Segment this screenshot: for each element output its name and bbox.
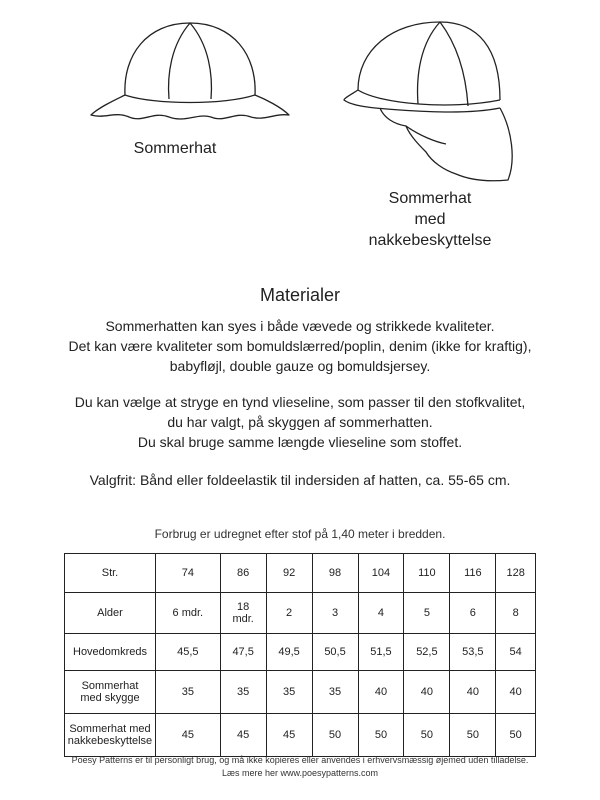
table-cell: [358, 634, 404, 671]
cell-line: 40: [420, 686, 434, 698]
table-cell: [220, 554, 266, 593]
cell-line: 3: [331, 607, 339, 619]
table-row: [65, 634, 536, 671]
cell-line: 6 mdr.: [172, 607, 204, 619]
size-table: [64, 553, 536, 757]
cell-line: 50: [509, 729, 522, 741]
table-cell: [496, 714, 536, 757]
sun-hat-neck-protection-illustration: [340, 10, 530, 185]
cell-line: 5: [423, 607, 430, 619]
table-cell: [266, 671, 312, 714]
row-header: [65, 554, 156, 593]
paragraph-line: Sommerhatten kan syes i både vævede og strikkede kvaliteter.: [105, 318, 495, 334]
paragraph-line: Du kan vælge at stryge en tynd vlieseline, som passer til den stofkvalitet,: [74, 394, 526, 410]
paragraph-line: Valgfrit: Bånd eller foldeelastik til indersiden af hatten, ca. 55-65 cm.: [89, 472, 511, 488]
cell-line: 18: [237, 601, 250, 613]
table-cell: [450, 554, 496, 593]
cell-line: 35: [328, 686, 342, 698]
cell-line: 50,5: [324, 646, 346, 658]
table-cell: [266, 634, 312, 671]
table-row: [65, 671, 536, 714]
table-cell: [156, 714, 221, 757]
cell-line: 52,5: [416, 646, 438, 658]
paragraph-line: Du skal bruge samme længde vlieseline som stoffet.: [137, 434, 463, 450]
cell-line: 53,5: [462, 646, 484, 658]
table-cell: [156, 593, 221, 634]
table-cell: [312, 714, 358, 757]
table-cell: [404, 593, 450, 634]
table-cell: [450, 593, 496, 634]
cell-line: 116: [464, 567, 482, 579]
table-cell: [220, 634, 266, 671]
table-cell: [496, 593, 536, 634]
sun-hat-neck-protection-caption: [330, 188, 530, 251]
materials-paragraph-fabrics: [30, 316, 570, 376]
sun-hat-illustration: [85, 15, 295, 125]
table-cell: [358, 671, 404, 714]
cell-line: 45,5: [177, 646, 199, 658]
table-row: [65, 554, 536, 593]
row-header-line: Hovedomkreds: [73, 646, 147, 658]
cell-line: 86: [237, 567, 250, 579]
footer-website: Læs mere her www.poesypatterns.com: [221, 768, 379, 778]
table-cell: [358, 593, 404, 634]
cell-line: 110: [418, 567, 436, 579]
cell-line: 45: [282, 729, 296, 741]
cell-line: 50: [420, 729, 434, 741]
table-cell: [266, 714, 312, 757]
table-cell: [220, 714, 266, 757]
table-cell: [312, 634, 358, 671]
cell-line: 40: [374, 686, 388, 698]
cell-line: 4: [377, 607, 385, 619]
row-header-line: Sommerhat med: [69, 723, 151, 735]
table-cell: [156, 634, 221, 671]
table-cell: [266, 554, 312, 593]
cell-line: 6: [469, 607, 476, 619]
row-header: [65, 714, 156, 757]
cell-line: 104: [371, 567, 391, 579]
cell-line: 8: [512, 607, 519, 619]
materials-title: Materialer: [259, 285, 341, 305]
cell-line: 40: [509, 686, 522, 698]
row-header: [65, 593, 156, 634]
cell-line: 54: [509, 646, 522, 658]
cell-line: 35: [237, 686, 250, 698]
table-cell: [220, 671, 266, 714]
cell-line: 45: [181, 729, 194, 741]
table-row: [65, 714, 536, 757]
table-cell: [156, 671, 221, 714]
cell-line: 35: [282, 686, 296, 698]
cell-line: 50: [374, 729, 388, 741]
paragraph-line: Det kan være kvaliteter som bomuldslærred/poplin, denim (ikke for kraftig),: [68, 338, 532, 354]
cell-line: 49,5: [278, 646, 300, 658]
cell-line: 2: [286, 607, 293, 619]
cell-line: 40: [466, 686, 479, 698]
table-cell: [496, 671, 536, 714]
row-header: [65, 634, 156, 671]
cell-line: 51,5: [370, 646, 392, 658]
table-cell: [220, 593, 266, 634]
cell-line: 50: [328, 729, 342, 741]
table-cell: [156, 554, 221, 593]
table-cell: [496, 634, 536, 671]
paragraph-line: du har valgt, på skyggen af sommerhatten.: [167, 414, 433, 430]
materials-paragraph-interfacing: [30, 392, 570, 452]
cell-line: 35: [181, 686, 194, 698]
caption-line: nakkebeskyttelse: [368, 232, 492, 249]
row-header-line: Sommerhat: [81, 680, 139, 692]
cell-line: 92: [282, 567, 296, 579]
cell-line: 128: [506, 567, 525, 579]
cell-line: 50: [466, 729, 479, 741]
table-cell: [404, 671, 450, 714]
cell-line: 45: [237, 729, 250, 741]
table-cell: [450, 671, 496, 714]
caption-line: med: [414, 211, 446, 228]
cell-line: 98: [328, 567, 342, 579]
row-header-line: nakkebeskyttelse: [67, 735, 153, 747]
materials-paragraph-optional: [30, 470, 570, 490]
caption-line: Sommerhat: [388, 190, 472, 207]
sun-hat-caption: [100, 138, 250, 159]
table-cell: [312, 593, 358, 634]
table-cell: [266, 593, 312, 634]
row-header-line: Str.: [101, 567, 119, 579]
table-cell: [404, 634, 450, 671]
table-row: [65, 593, 536, 634]
cell-line: mdr.: [232, 613, 254, 625]
row-header-line: Alder: [97, 607, 123, 619]
table-cell: [358, 554, 404, 593]
table-cell: [450, 714, 496, 757]
table-cell: [312, 554, 358, 593]
table-cell: [450, 634, 496, 671]
table-cell: [404, 714, 450, 757]
paragraph-line: babyfløjl, double gauze og bomuldsjersey.: [169, 358, 431, 374]
table-cell: [496, 554, 536, 593]
footer-copyright: Poesy Patterns er til personligt brug, og må ikke kopieres eller anvendes i erhvervsmæssig øjemed uden tilladelse.: [71, 755, 529, 765]
caption-line: Sommerhat: [133, 140, 217, 157]
row-header-line: med skygge: [80, 692, 140, 704]
table-cell: [404, 554, 450, 593]
table-caption: Forbrug er udregnet efter stof på 1,40 meter i bredden.: [154, 527, 446, 541]
table-cell: [358, 714, 404, 757]
cell-line: 74: [181, 567, 194, 579]
cell-line: 47,5: [232, 646, 254, 658]
row-header: [65, 671, 156, 714]
table-cell: [312, 671, 358, 714]
